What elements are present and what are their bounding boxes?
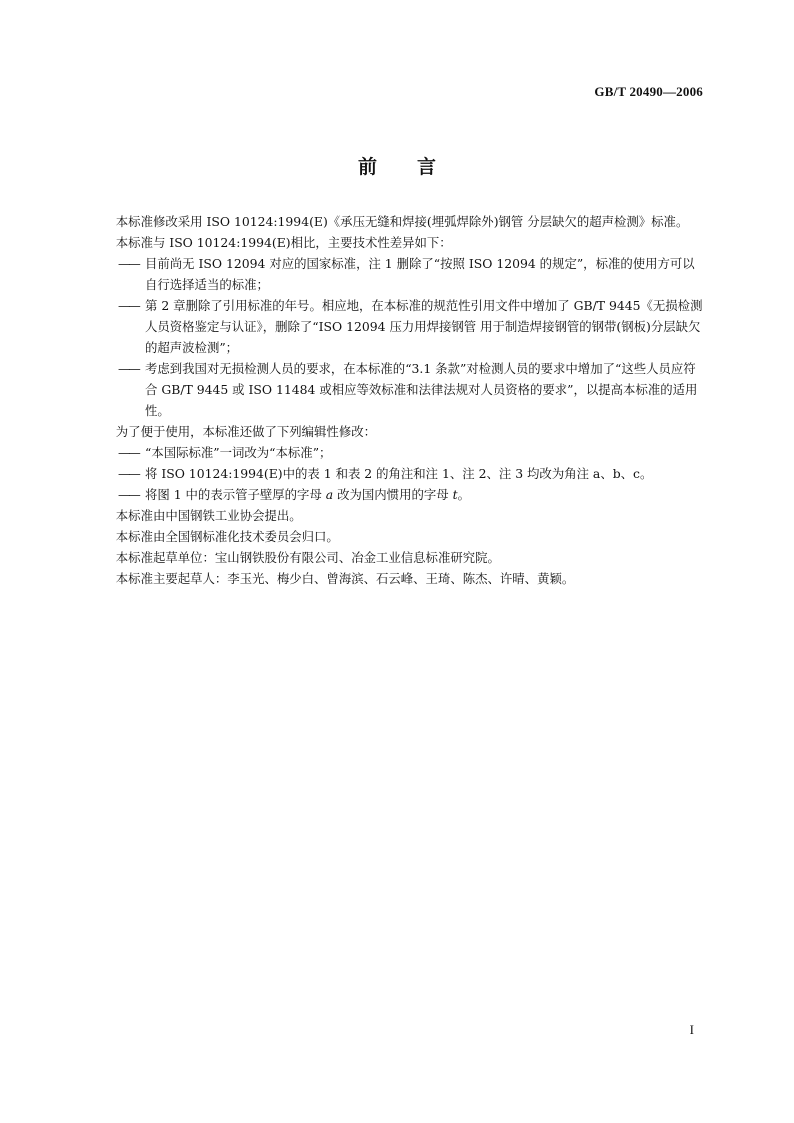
editorial-item-text: 将 ISO 10124:1994(E)中的表 1 和表 2 的角注和注 1、注 2、注 3 均改为角注 a、b、c。 [145,466,653,481]
difference-item [91,253,703,295]
editorial-item-text-after: 。 [457,487,470,502]
differences-intro: 本标准与 ISO 10124:1994(E)相比，主要技术性差异如下： [115,235,452,250]
drafting-units: 本标准起草单位：宝山钢铁股份有限公司、冶金工业信息标准研究院。 [115,550,500,565]
page-title: 前言 [357,156,476,178]
editorial-item [91,442,703,463]
page-number: I [689,1022,694,1037]
preface-body [91,211,703,589]
difference-item-text: 考虑到我国对无损检测人员的要求，在本标准的“3.1 条款”对检测人员的要求中增加了“这些人员应符合 GB/T 9445 或 ISO 11484 或相应等效标准和法律法规对人员资格的要求”，以提高本标准的适用性。 [145,361,698,418]
drafters: 本标准主要起草人：李玉光、梅少白、曾海滨、石云峰、王琦、陈杰、许晴、黄颖。 [115,571,575,586]
dash-mark: —— [118,361,139,376]
editorial-item-text-before: 将图 1 中的表示管子壁厚的字母 [145,487,326,502]
editorial-item [91,484,703,505]
intro-paragraph: 本标准修改采用 ISO 10124:1994(E)《承压无缝和焊接(埋弧焊除外)钢管 分层缺欠的超声检测》标准。 [115,214,689,229]
difference-item-text: 第 2 章删除了引用标准的年号。相应地，在本标准的规范性引用文件中增加了 GB/T 9445《无损检测人员资格鉴定与认证》，删除了“ISO 12094 压力用焊接钢管 用于制造焊接钢管的钢带(钢板)分层缺欠的超声波检测”； [145,298,703,355]
dash-mark: —— [118,445,139,460]
wall-thickness-symbol-new: t [452,487,458,502]
wall-thickness-symbol-old: a [325,487,334,502]
standard-number: GB/T 20490—2006 [594,84,703,99]
difference-item-text: 目前尚无 ISO 12094 对应的国家标准，注 1 删除了“按照 ISO 12094 的规定”，标准的使用方可以自行选择适当的标准； [145,256,695,292]
editorial-intro: 为了便于使用，本标准还做了下列编辑性修改： [115,424,376,439]
proposer-statement: 本标准由中国钢铁工业协会提出。 [115,508,302,523]
dash-mark: —— [118,298,139,313]
editorial-item-text: “本国际标准”一词改为“本标准”； [145,445,332,460]
dash-mark: —— [118,487,139,502]
committee-statement: 本标准由全国钢标准化技术委员会归口。 [115,529,339,544]
editorial-item-text-middle: 改为国内惯用的字母 [333,487,453,502]
dash-mark: —— [118,256,139,271]
difference-item [91,295,703,358]
difference-item [91,358,703,421]
dash-mark: —— [118,466,139,481]
editorial-item [91,463,703,484]
